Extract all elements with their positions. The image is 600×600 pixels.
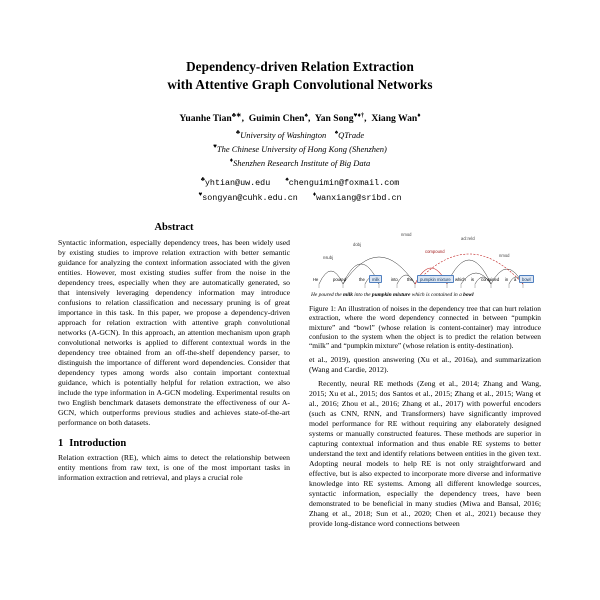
email-1-address[interactable]: chenguimin@foxmail.com [288,178,400,188]
figure-1-caption [309,304,541,351]
fig-sentence-2: into the [352,292,372,298]
dependency-tree-illustration [309,222,541,300]
arc-label-5: nmod [499,253,510,258]
arc-label-4: acl:relcl [461,236,476,241]
affiliation-list [58,128,542,170]
author-1: Guimin Chen♠ [248,111,309,124]
tree-word-5: the [407,277,413,282]
title-line-2: with Attentive Graph Convolutional Networks [167,76,433,92]
email-3-address[interactable]: wanxiang@sribd.cn [316,193,402,204]
email-0-sup: ♣ [200,176,205,184]
affiliation-3-sup: ♦ [229,157,233,165]
affiliation-2-sup: ♥ [213,143,217,151]
arc-label-0: nsubj [323,255,334,260]
author-2: Yan Song♥♦† [314,111,365,124]
author-3-sup: ♦ [417,111,421,119]
left-column [58,222,290,533]
email-0-address[interactable]: yhtian@uw.edu [204,178,271,188]
tree-entity-milk: milk [369,275,382,283]
fig-sentence-4: which is contained in a [410,292,464,298]
fig-sentence-5: bowl [463,292,474,298]
tree-entity-bowl: bowl [519,275,534,283]
email-1-sup: ♠ [285,176,289,184]
tree-word-10: contained [481,277,500,282]
author-3: Xiang Wan♦ [371,111,421,124]
affiliation-1-sup: ♠ [334,129,339,137]
affiliation-row-2 [58,156,542,170]
tree-word-12: a [514,277,517,282]
affiliation-2-text: The Chinese University of Hong Kong (Shenzhen) [216,144,387,155]
arc-label-1: dobj [353,242,361,247]
intro-paragraph-1: Relation extraction (RE), which aims to detect the relationship between entity mentions from raw text, is one of the most important tasks in information extraction and retrieval, and plays a crucial role [58,453,290,482]
tree-word-2: the [359,277,365,282]
two-column-body [58,222,542,533]
fig-sentence-1: milk [343,292,353,298]
intro-heading [58,438,290,449]
title-line-1: Dependency-driven Relation Extraction [186,59,414,74]
arc-label-2: nmod [401,232,412,237]
figure-1-caption-text: An illustration of noises in the dependency tree that can hurt relation extraction, where the word dependency connected in between “pumpkin mixture” and “bowl” (whose relation is content-container) may introduce confusion to the system when the object is to predict the relation between “milk” and “pumpkin mixture” (whose relation is entity-destination). [309,304,541,351]
right-column [309,222,541,533]
intro-number: 1 [58,438,64,449]
tree-word-1: poured [333,277,347,282]
right-paragraph-2: Recently, neural RE methods (Zeng et al., 2014; Zhang and Wang, 2015; Xu et al., 2015; dos Santos et al., 2015; Zhang et al., 2015; Wang et al., 2016; Zhou et al., 2016; Zhang et al., 2017) with powerful encoders (such as CNN, RNN, and Transformers) have significantly improved model performance for RE without requiring any elaborately designed systems or manually constructed features. These methods are superior in capturing contextual information and thus enable RE systems to better understand the text and identify relations between entities in the given text. Adopting neural models to help RE is not only straightforward and effective, but is also expected to incorporate more diverse and informative knowledge into RE systems. Among all different knowledge sources, syntactic information, especially the dependency trees, have been demonstrated to be beneficial in many studies (Miwa and Bansal, 2016; Zhang et al., 2018; Sun et al., 2020; Chen et al., 2021) because they provide long-distance word connections between [309,378,541,528]
right-paragraph-1: et al., 2019), question answering (Xu et al., 2016a), and summarization (Wang and Cardie, 2012). [309,354,541,374]
tree-word-9: is [471,277,475,282]
email-3-sup: ♦ [312,191,317,199]
figure-example-sentence [311,292,474,298]
tree-word-0: He [313,277,319,282]
email-row-1 [58,190,542,205]
affiliation-row-1 [58,142,542,156]
arc-label-3: compound [425,249,445,254]
tree-word-11: in [505,277,509,282]
affiliation-0-text: University of Washington [240,130,327,141]
affiliation-0-sup: ♣ [235,129,241,137]
title-block [0,0,600,206]
tree-word-4: into [391,277,398,282]
author-0-sup: ♣∗ [231,111,242,119]
abstract-text: Syntactic information, especially dependency trees, has been widely used by existing studies to improve relation extraction with better semantic guidance for analyzing the context information associated with the given entities. However, most existing studies suffer from the noise in the dependency trees, especially when they are automatically generated, so that intensively leveraging dependency information may introduce confusions to relation classification and necessary pruning is of great importance in this task. In this paper, we propose a dependency-driven approach for relation extraction with attentive graph convolutional networks (A-GCN). In this approach, an attention mechanism upon graph convolutional networks is applied to different contextual words in the dependency tree obtained from an off-the-shelf dependency parser, to distinguish the importance of different word dependencies. Consider that dependency types among words also contain important contextual guidance, which is potentially helpful for relation extraction, we also include the type information in A-GCN modeling. Experimental results on two English benchmark datasets demonstrate the effectiveness of our A-GCN, which outperforms previous studies and achieves state-of-the-art performance on both datasets. [58,238,290,427]
abstract-heading: Abstract [154,222,194,233]
affiliation-row-0 [58,128,542,142]
email-row-0 [58,175,542,190]
author-list: Yuanhe Tian♣∗, Guimin Chen♠, Yan Song♥♦†, Xiang Wan♦ [179,111,421,124]
email-2-address[interactable]: songyan@cuhk.edu.cn [202,193,298,204]
email-list [58,175,542,205]
author-1-sup: ♠ [304,111,309,119]
author-2-sup: ♥♦† [353,111,365,119]
author-0: Yuanhe Tian♣∗ [179,111,242,124]
intro-title: Introduction [69,438,127,449]
figure-1-caption-label: Figure 1: [309,304,336,313]
email-2-sup: ♥ [198,191,203,199]
fig-sentence-0: He poured the [311,292,343,298]
dependency-arcs-svg [309,222,541,300]
figure-1 [309,222,541,351]
tree-word-8: which [455,277,466,282]
fig-sentence-3: pumpkin mixture [371,292,411,298]
affiliation-3-text: Shenzhen Research Institute of Big Data [232,158,371,169]
page-title [58,58,542,94]
tree-entity-pumpkin-mixture: pumpkin mixture [417,275,454,283]
affiliation-1-text: QTrade [338,130,365,141]
